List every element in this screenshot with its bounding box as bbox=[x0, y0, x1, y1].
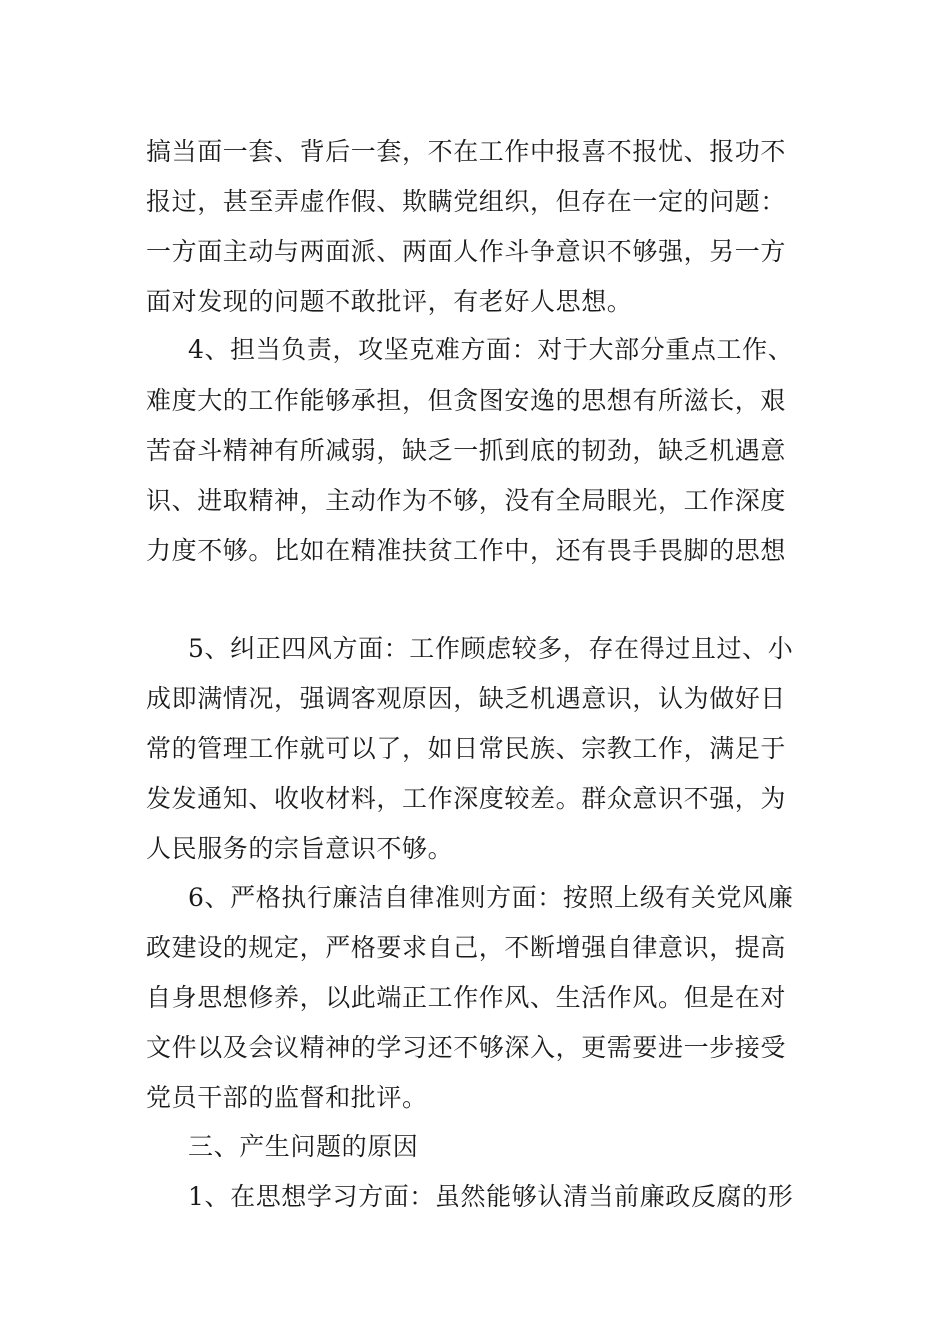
text-line: 文件以及会议精神的学习还不够深入，更需要进一步接受 bbox=[146, 1033, 787, 1062]
text-line: 自身思想修养，以此端正工作作风、生活作风。但是在对 bbox=[146, 983, 787, 1012]
section-heading: 三、产生问题的原因 bbox=[188, 1132, 419, 1161]
paragraph-heading-5: 5、纠正四风方面：工作顾虑较多，存在得过且过、小 bbox=[188, 634, 794, 663]
text-line: 力度不够。比如在精准扶贫工作中，还有畏手畏脚的思想 bbox=[146, 536, 787, 565]
text-line: 报过，甚至弄虚作假、欺瞒党组织，但存在一定的问题： bbox=[146, 187, 787, 216]
text-line: 政建设的规定，严格要求自己，不断增强自律意识，提高 bbox=[146, 933, 787, 962]
text-line: 搞当面一套、背后一套，不在工作中报喜不报忧、报功不 bbox=[146, 137, 787, 166]
text-line: 一方面主动与两面派、两面人作斗争意识不够强，另一方 bbox=[146, 237, 787, 266]
text-line: 面对发现的问题不敢批评，有老好人思想。 bbox=[146, 287, 633, 316]
text-line: 常的管理工作就可以了，如日常民族、宗教工作，满足于 bbox=[146, 734, 787, 763]
text-line: 成即满情况，强调客观原因，缺乏机遇意识，认为做好日 bbox=[146, 684, 787, 713]
paragraph-heading-4: 4、担当负责，攻坚克难方面：对于大部分重点工作、 bbox=[188, 335, 794, 364]
text-line: 识、进取精神，主动作为不够，没有全局眼光，工作深度 bbox=[146, 486, 787, 515]
paragraph-heading-1: 1、在思想学习方面：虽然能够认清当前廉政反腐的形 bbox=[188, 1182, 794, 1211]
text-line: 党员干部的监督和批评。 bbox=[146, 1083, 428, 1112]
text-line: 发发通知、收收材料，工作深度较差。群众意识不强，为 bbox=[146, 784, 787, 813]
text-line: 苦奋斗精神有所减弱，缺乏一抓到底的韧劲，缺乏机遇意 bbox=[146, 436, 787, 465]
paragraph-heading-6: 6、严格执行廉洁自律准则方面：按照上级有关党风廉 bbox=[188, 883, 794, 912]
text-line: 人民服务的宗旨意识不够。 bbox=[146, 834, 454, 863]
text-line: 难度大的工作能够承担，但贪图安逸的思想有所滋长，艰 bbox=[146, 386, 787, 415]
